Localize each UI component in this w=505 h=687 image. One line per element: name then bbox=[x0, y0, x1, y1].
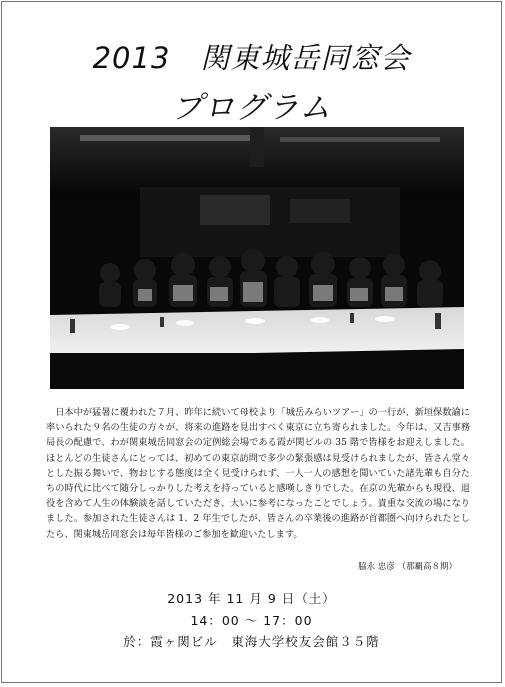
event-date: 2013 年 11 月 9 日（土） bbox=[167, 591, 336, 606]
program-page bbox=[1, 1, 502, 683]
event-time: 14：00 ～ 17：00 bbox=[190, 613, 313, 628]
article-body: 日本中が猛暑に覆われた７月、昨年に続いて母校より「城岳みらいツアー」の一行が、新垣保数諭に率いられた９名の生徒の方々が、将来の進路を見出すべく東京に立ち寄られました。今年は、又吉事務局長の配慮で、わが関東城岳同窓会の定例総会場である霞が関ビルの 35 階で皆様をお迎えしました。ほとんどの生徒さんにとっては、初めての東京訪問で多少の緊張感は見受けられましたが、皆さん堂々とした振る舞いで、物おじする態度は全く見受けられず、一人一人の感想を聞いていた諸先輩も自分たちの時代に比べて随分しっかりした考えを持っていると感嘆しきりでした。在京の先輩からも現役、退役を含めて人生の体験談を話していただき、大いに参考になったことでしょう。貴重な交流の場になりました。参加された生徒さんは 1、2 年生でしたが、皆さんの卒業後の進路が首都圏へ向けられたとしたら、関東城岳同窓会は毎年皆様のご参加を歓迎いたします。 bbox=[46, 407, 470, 540]
page-subtitle: プログラム bbox=[171, 90, 332, 126]
photo-illustration bbox=[50, 127, 464, 389]
page-title: 2013 関東城岳同窓会 bbox=[92, 41, 411, 75]
group-dinner-photo bbox=[50, 127, 464, 389]
event-venue: 於：霞ヶ関ビル 東海大学校友会館３５階 bbox=[123, 634, 380, 649]
article-signature: 脇永 忠彦 （那覇高８期） bbox=[358, 562, 457, 572]
